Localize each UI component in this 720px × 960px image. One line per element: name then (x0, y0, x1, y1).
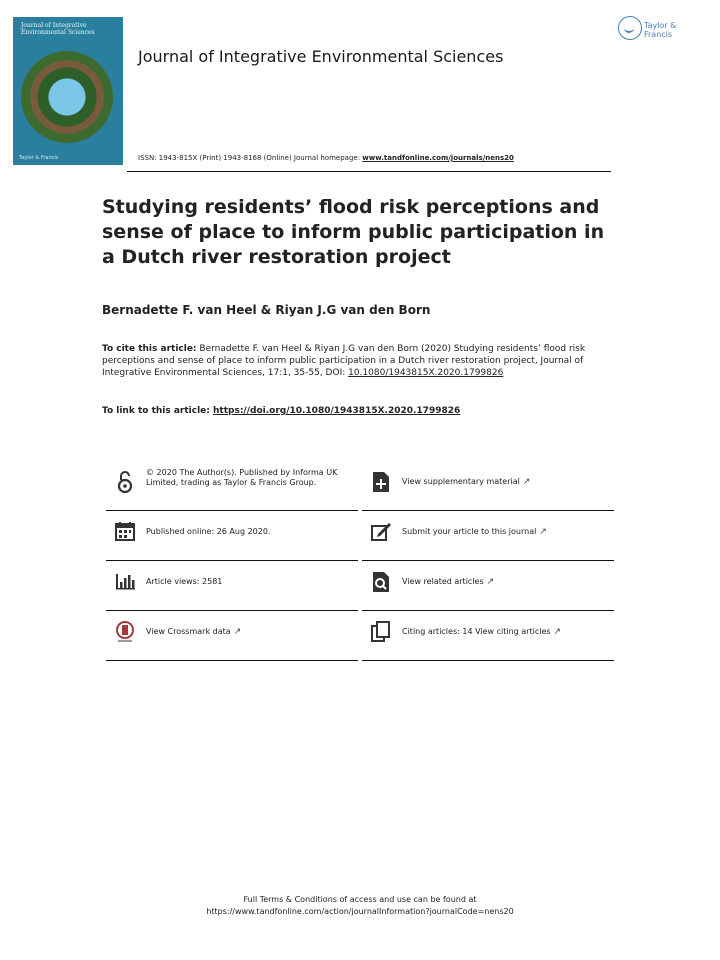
article-views-cell (106, 562, 358, 611)
article-link-line (102, 406, 460, 416)
document-plus-icon (370, 470, 392, 492)
cover-publisher: Taylor & Francis (19, 155, 59, 161)
related-cell[interactable] (362, 562, 614, 611)
citing-cell[interactable] (362, 612, 614, 661)
submit-article-link[interactable] (402, 527, 612, 537)
publisher-logo-name: Taylor & Francis (644, 21, 677, 39)
external-link-icon: ↗ (522, 477, 531, 487)
publisher-logo (618, 16, 706, 42)
publisher-logo-icon (618, 16, 642, 40)
article-title: Studying residents’ flood risk perceptions and sense of place to inform public participation in a Dutch river restoration project (102, 196, 605, 268)
related-articles-label: View related articles (402, 577, 484, 586)
crossmark-label: View Crossmark data (146, 627, 231, 636)
calendar-icon (114, 520, 136, 542)
copy-documents-icon (370, 620, 392, 642)
journal-cover-image (13, 17, 123, 165)
citing-articles-label: Citing articles: 14 View citing articles (402, 627, 551, 636)
external-link-icon: ↗ (486, 577, 495, 587)
citation-block (102, 343, 622, 379)
article-views-text: Article views: 2581 (146, 577, 223, 586)
external-link-icon: ↗ (539, 527, 547, 537)
external-link-icon: ↗ (553, 627, 562, 637)
cover-title-line2: Environmental Sciences (21, 29, 95, 36)
supplementary-link[interactable] (402, 477, 612, 487)
crossmark-icon (114, 620, 136, 642)
supplementary-cell[interactable] (362, 462, 614, 511)
citation-text: Bernadette F. van Heel & Riyan J.G van den Born (2020) Studying residents’ flood risk perceptions and sense of place to inform public participation in a Dutch river restoration project, Journal of Integrative Environmental Sciences, 17:1, 35-55, DOI: (102, 344, 586, 378)
submit-article-label: Submit your article to this journal (402, 527, 537, 536)
article-link-label: To link to this article: (102, 406, 214, 416)
external-link-icon: ↗ (233, 627, 242, 637)
published-date-text: Published online: 26 Aug 2020. (146, 527, 271, 536)
published-date-cell (106, 512, 358, 561)
open-access-notice (106, 462, 358, 511)
supplementary-label: View supplementary material (402, 477, 520, 486)
terms-footer-line1: Full Terms & Conditions of access and use can be found at (243, 895, 477, 904)
crossmark-link[interactable] (146, 627, 356, 637)
citing-articles-link[interactable] (402, 627, 612, 637)
terms-footer-link[interactable]: https://www.tandfonline.com/action/journalInformation?journalCode=nens20 (206, 907, 514, 916)
issn-line (138, 154, 514, 162)
citation-doi-link[interactable]: 10.1080/1943815X.2020.1799826 (348, 368, 504, 378)
cover-title (21, 22, 117, 36)
header-divider (127, 171, 611, 172)
cover-title-line1: Journal of Integrative (21, 22, 87, 29)
issn-text: ISSN: 1943-815X (Print) 1943-8168 (Online) Journal homepage: (138, 154, 363, 162)
article-doi-url[interactable]: https://doi.org/10.1080/1943815X.2020.1799826 (213, 406, 461, 416)
citation-label: To cite this article: (102, 344, 197, 354)
journal-homepage-link[interactable]: www.tandfonline.com/journals/nens20 (362, 154, 514, 162)
crossmark-cell[interactable] (106, 612, 358, 661)
pencil-edit-icon (370, 520, 392, 542)
open-access-text: © 2020 The Author(s). Published by Informa UK Limited, trading as Taylor & Francis Group. (146, 468, 338, 487)
submit-cell[interactable] (362, 512, 614, 561)
terms-footer (0, 894, 720, 918)
related-articles-link[interactable] (402, 577, 612, 587)
cover-globe-illustration (21, 51, 113, 143)
open-access-lock-icon (114, 470, 136, 492)
search-document-icon (370, 570, 392, 592)
bar-chart-icon (114, 570, 136, 592)
article-authors: Bernadette F. van Heel & Riyan J.G van den Born (102, 303, 431, 317)
journal-title: Journal of Integrative Environmental Sciences (138, 47, 504, 66)
